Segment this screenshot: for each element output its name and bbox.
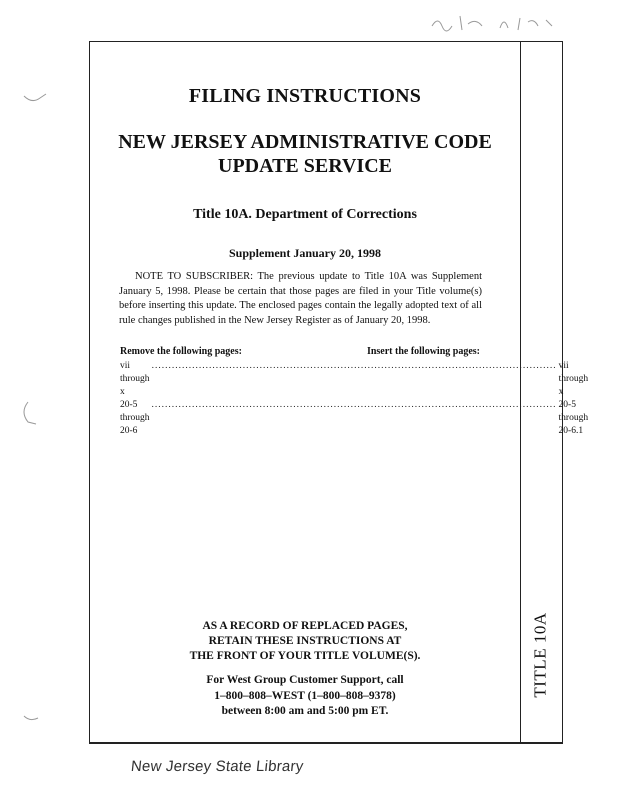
title-tab-text: TITLE 10A [531,612,551,698]
page-replacement-table [120,346,589,438]
code-title [90,130,520,178]
insert-pages-range: 20-5 through 20-6.1 [558,400,589,436]
title-tab-label [520,600,562,710]
customer-support-info [90,673,520,720]
supplement-date: Supplement January 20, 1998 [228,246,382,260]
dot-leader: ........................................................................................................................ [151,361,557,371]
support-hours: between 8:00 am and 5:00 pm ET. [221,705,389,717]
remove-pages-range: 20-5 through 20-6 [120,400,150,436]
record-notice [90,619,520,664]
handwritten-scribble [430,10,560,38]
support-line1: For West Group Customer Support, call [206,674,404,686]
margin-mark [22,92,50,106]
margin-mark [20,400,40,426]
code-title-line2: UPDATE SERVICE [218,155,392,177]
table-row [120,360,589,399]
department-heading: Title 10A. Department of Corrections [193,207,417,222]
code-title-line1: NEW JERSEY ADMINISTRATIVE CODE [118,131,492,153]
filing-instructions-sheet [90,41,589,744]
table-row [120,399,589,438]
remove-pages-label: Remove the following pages: [120,346,242,357]
dot-leader: ........................................................................................................................ [151,400,557,410]
remove-pages-range: vii through x [120,361,150,397]
page-table-header [120,346,480,357]
record-notice-line1: AS A RECORD OF REPLACED PAGES, [202,620,408,632]
support-phone: 1–800–808–WEST (1–800–808–9378) [214,689,396,702]
page-title: FILING INSTRUCTIONS [188,85,422,107]
record-notice-line3: THE FRONT OF YOUR TITLE VOLUME(S). [189,650,421,662]
subscriber-note: NOTE TO SUBSCRIBER: The previous update to Title 10A was Supplement January 5, 1998. Please be certain that those pages are filed in your Title volume(s) before inserting this update. The enclosed pages contain the legally adopted text of all rule changes published in the New Jersey Register as of January 20, 1998. [119,271,482,326]
insert-pages-label: Insert the following pages: [366,346,480,357]
insert-pages-range: vii through x [558,361,589,397]
record-notice-line2: RETAIN THESE INSTRUCTIONS AT [208,635,402,647]
margin-mark [22,712,42,724]
library-stamp: New Jersey State Library [130,758,305,775]
